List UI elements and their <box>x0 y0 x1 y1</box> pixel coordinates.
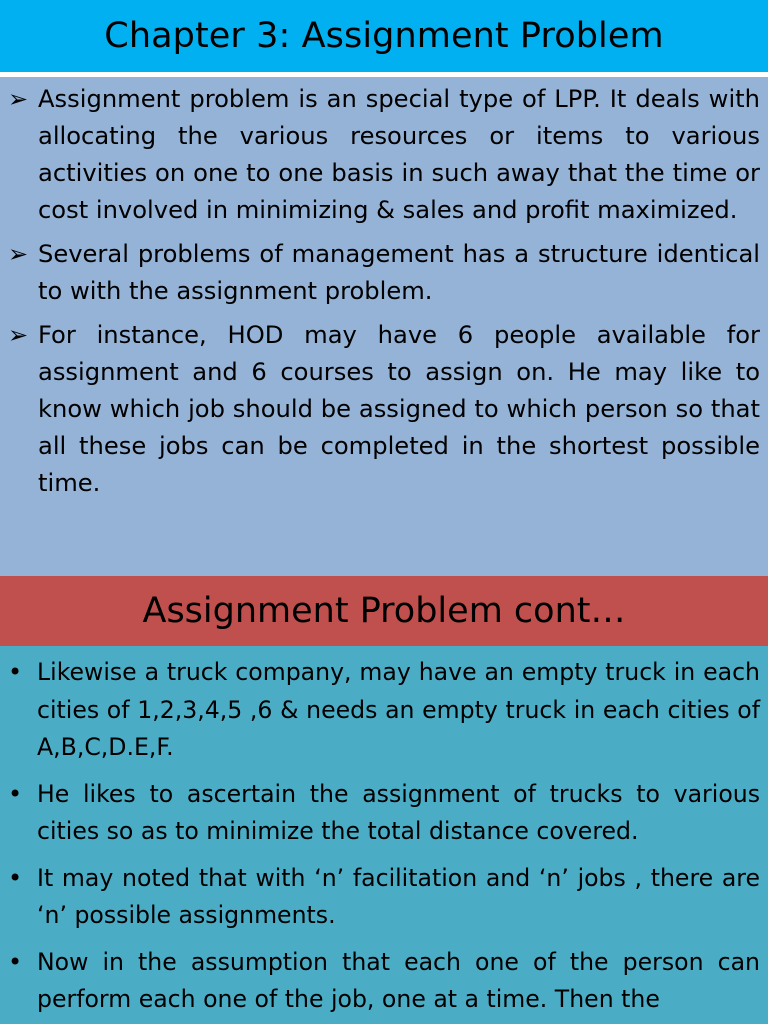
bullet-text: He likes to ascertain the assignment of trucks to various cities so as to minimize the total distance covered. <box>37 779 760 845</box>
bullet-item <box>8 317 760 502</box>
slide-2-bullet-list <box>6 654 760 1024</box>
bullet-item <box>8 81 760 229</box>
dot-bullet-icon: • <box>8 947 23 976</box>
bullet-text: For instance, HOD may have 6 people available for assignment and 6 courses to assign on. He may like to know which job should be assigned to which person so that all these jobs can be completed in the shortest possible time. <box>38 321 760 497</box>
dot-bullet-icon: • <box>8 779 23 808</box>
dot-bullet-icon: • <box>8 658 23 686</box>
bullet-item <box>6 944 760 1019</box>
bullet-item <box>6 860 760 935</box>
bullet-text: Several problems of management has a structure identical to with the assignment problem. <box>38 240 760 305</box>
bullet-text: Assignment problem is an special type of LPP. It deals with allocating the various resources or items to various activities on one to one basis in such away that the time or cost involved in minimizing & sales and profit maximized. <box>38 85 760 224</box>
slide-2 <box>0 576 768 1024</box>
bullet-item <box>8 236 760 310</box>
slide-2-title: Assignment Problem cont… <box>0 576 768 646</box>
bullet-item <box>6 776 760 851</box>
slide-1-title: Chapter 3: Assignment Problem <box>0 0 768 72</box>
bullet-text: It may noted that with ‘n’ facilitation and ‘n’ jobs , there are ‘n’ possible assignments. <box>37 863 760 929</box>
bullet-text: Now in the assumption that each one of the person can perform each one of the job, one at a time. Then the <box>37 947 760 1013</box>
bullet-text: Likewise a truck company, may have an empty truck in each cities of 1,2,3,4,5 ,6 & needs an empty truck in each cities of A,B,C,D.E,F. <box>37 658 760 761</box>
arrow-bullet-icon: ➢ <box>8 85 29 113</box>
title-divider <box>0 72 768 77</box>
arrow-bullet-icon: ➢ <box>8 240 29 268</box>
slide-1-bullet-list <box>8 81 760 509</box>
arrow-bullet-icon: ➢ <box>8 321 29 349</box>
bullet-item <box>6 654 760 767</box>
dot-bullet-icon: • <box>8 863 23 892</box>
